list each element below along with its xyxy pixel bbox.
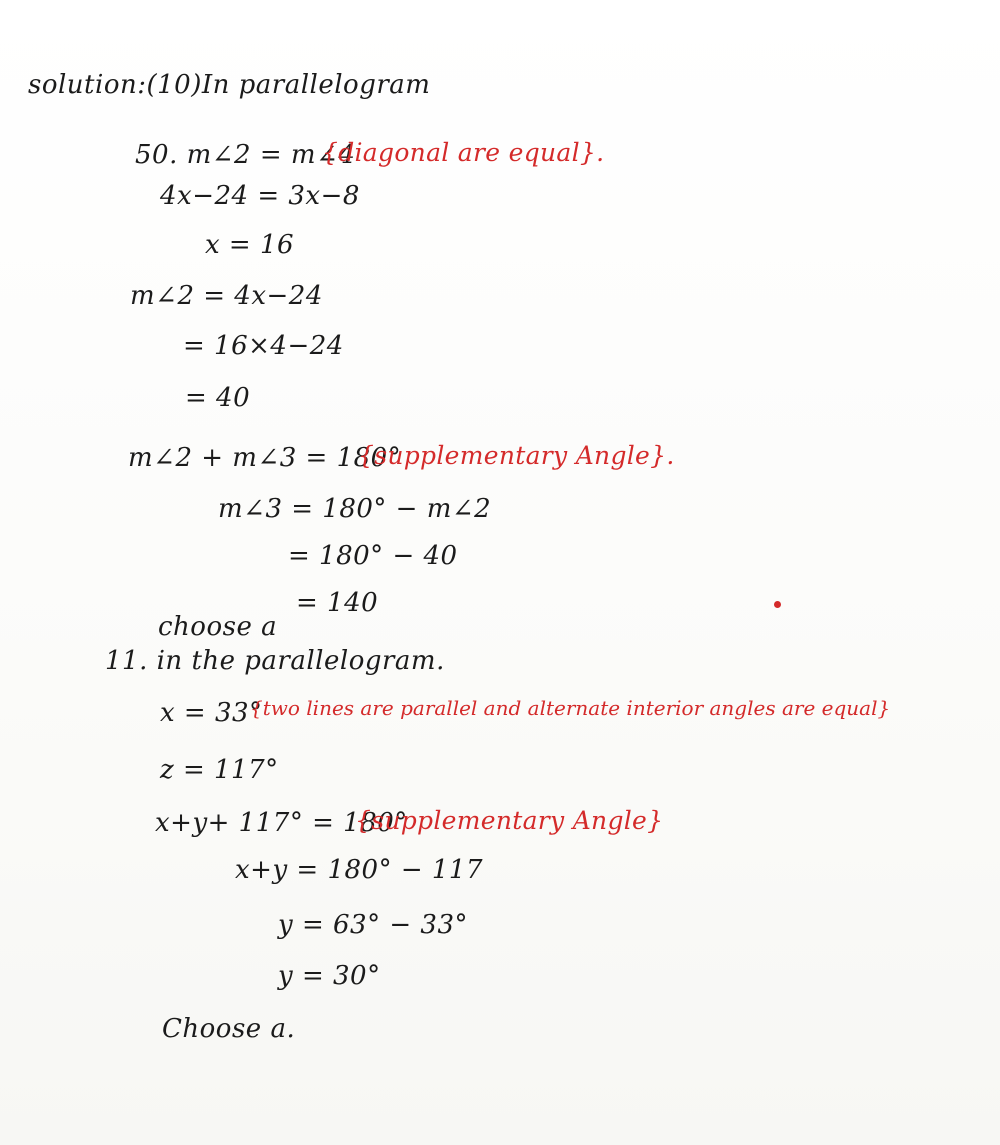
equation-line: y = 30° <box>278 961 381 991</box>
answer-choice: Choose a. <box>162 1014 296 1044</box>
answer-choice: choose a <box>158 612 278 642</box>
equation-line: m∠2 = 4x−24 <box>130 281 323 311</box>
equation-line: m∠3 = 180° − m∠2 <box>218 494 492 524</box>
equation-line: x = 16 <box>205 230 295 260</box>
annotation-red: {diagonal are equal}. <box>322 138 605 167</box>
equation-line: = 16×4−24 <box>183 331 344 361</box>
equation-line: 4x−24 = 3x−8 <box>160 181 360 211</box>
equation-line: x = 33° <box>160 698 263 728</box>
annotation-red: {supplementary Angle}. <box>358 441 675 470</box>
equation-line: z = 117° <box>160 755 279 785</box>
annotation-red: {two lines are parallel and alternate interior angles are equal} <box>250 696 891 720</box>
equation-line: = 40 <box>185 383 251 413</box>
equation-line: = 140 <box>296 588 379 618</box>
solution-header: solution:(10)In parallelogram <box>28 70 431 100</box>
equation-line: m∠2 + m∠3 = 180° <box>128 443 402 473</box>
red-dot-mark <box>774 601 781 608</box>
equation-line: y = 63° − 33° <box>278 910 468 940</box>
equation-line: = 180° − 40 <box>288 541 458 571</box>
equation-line: x+y = 180° − 117 <box>235 855 484 885</box>
annotation-red: {supplementary Angle} <box>355 806 664 835</box>
equation-line: 50. m∠2 = m∠4 <box>135 140 356 170</box>
equation-line: x+y+ 117° = 180° <box>155 808 408 838</box>
problem-intro: 11. in the parallelogram. <box>105 646 445 676</box>
